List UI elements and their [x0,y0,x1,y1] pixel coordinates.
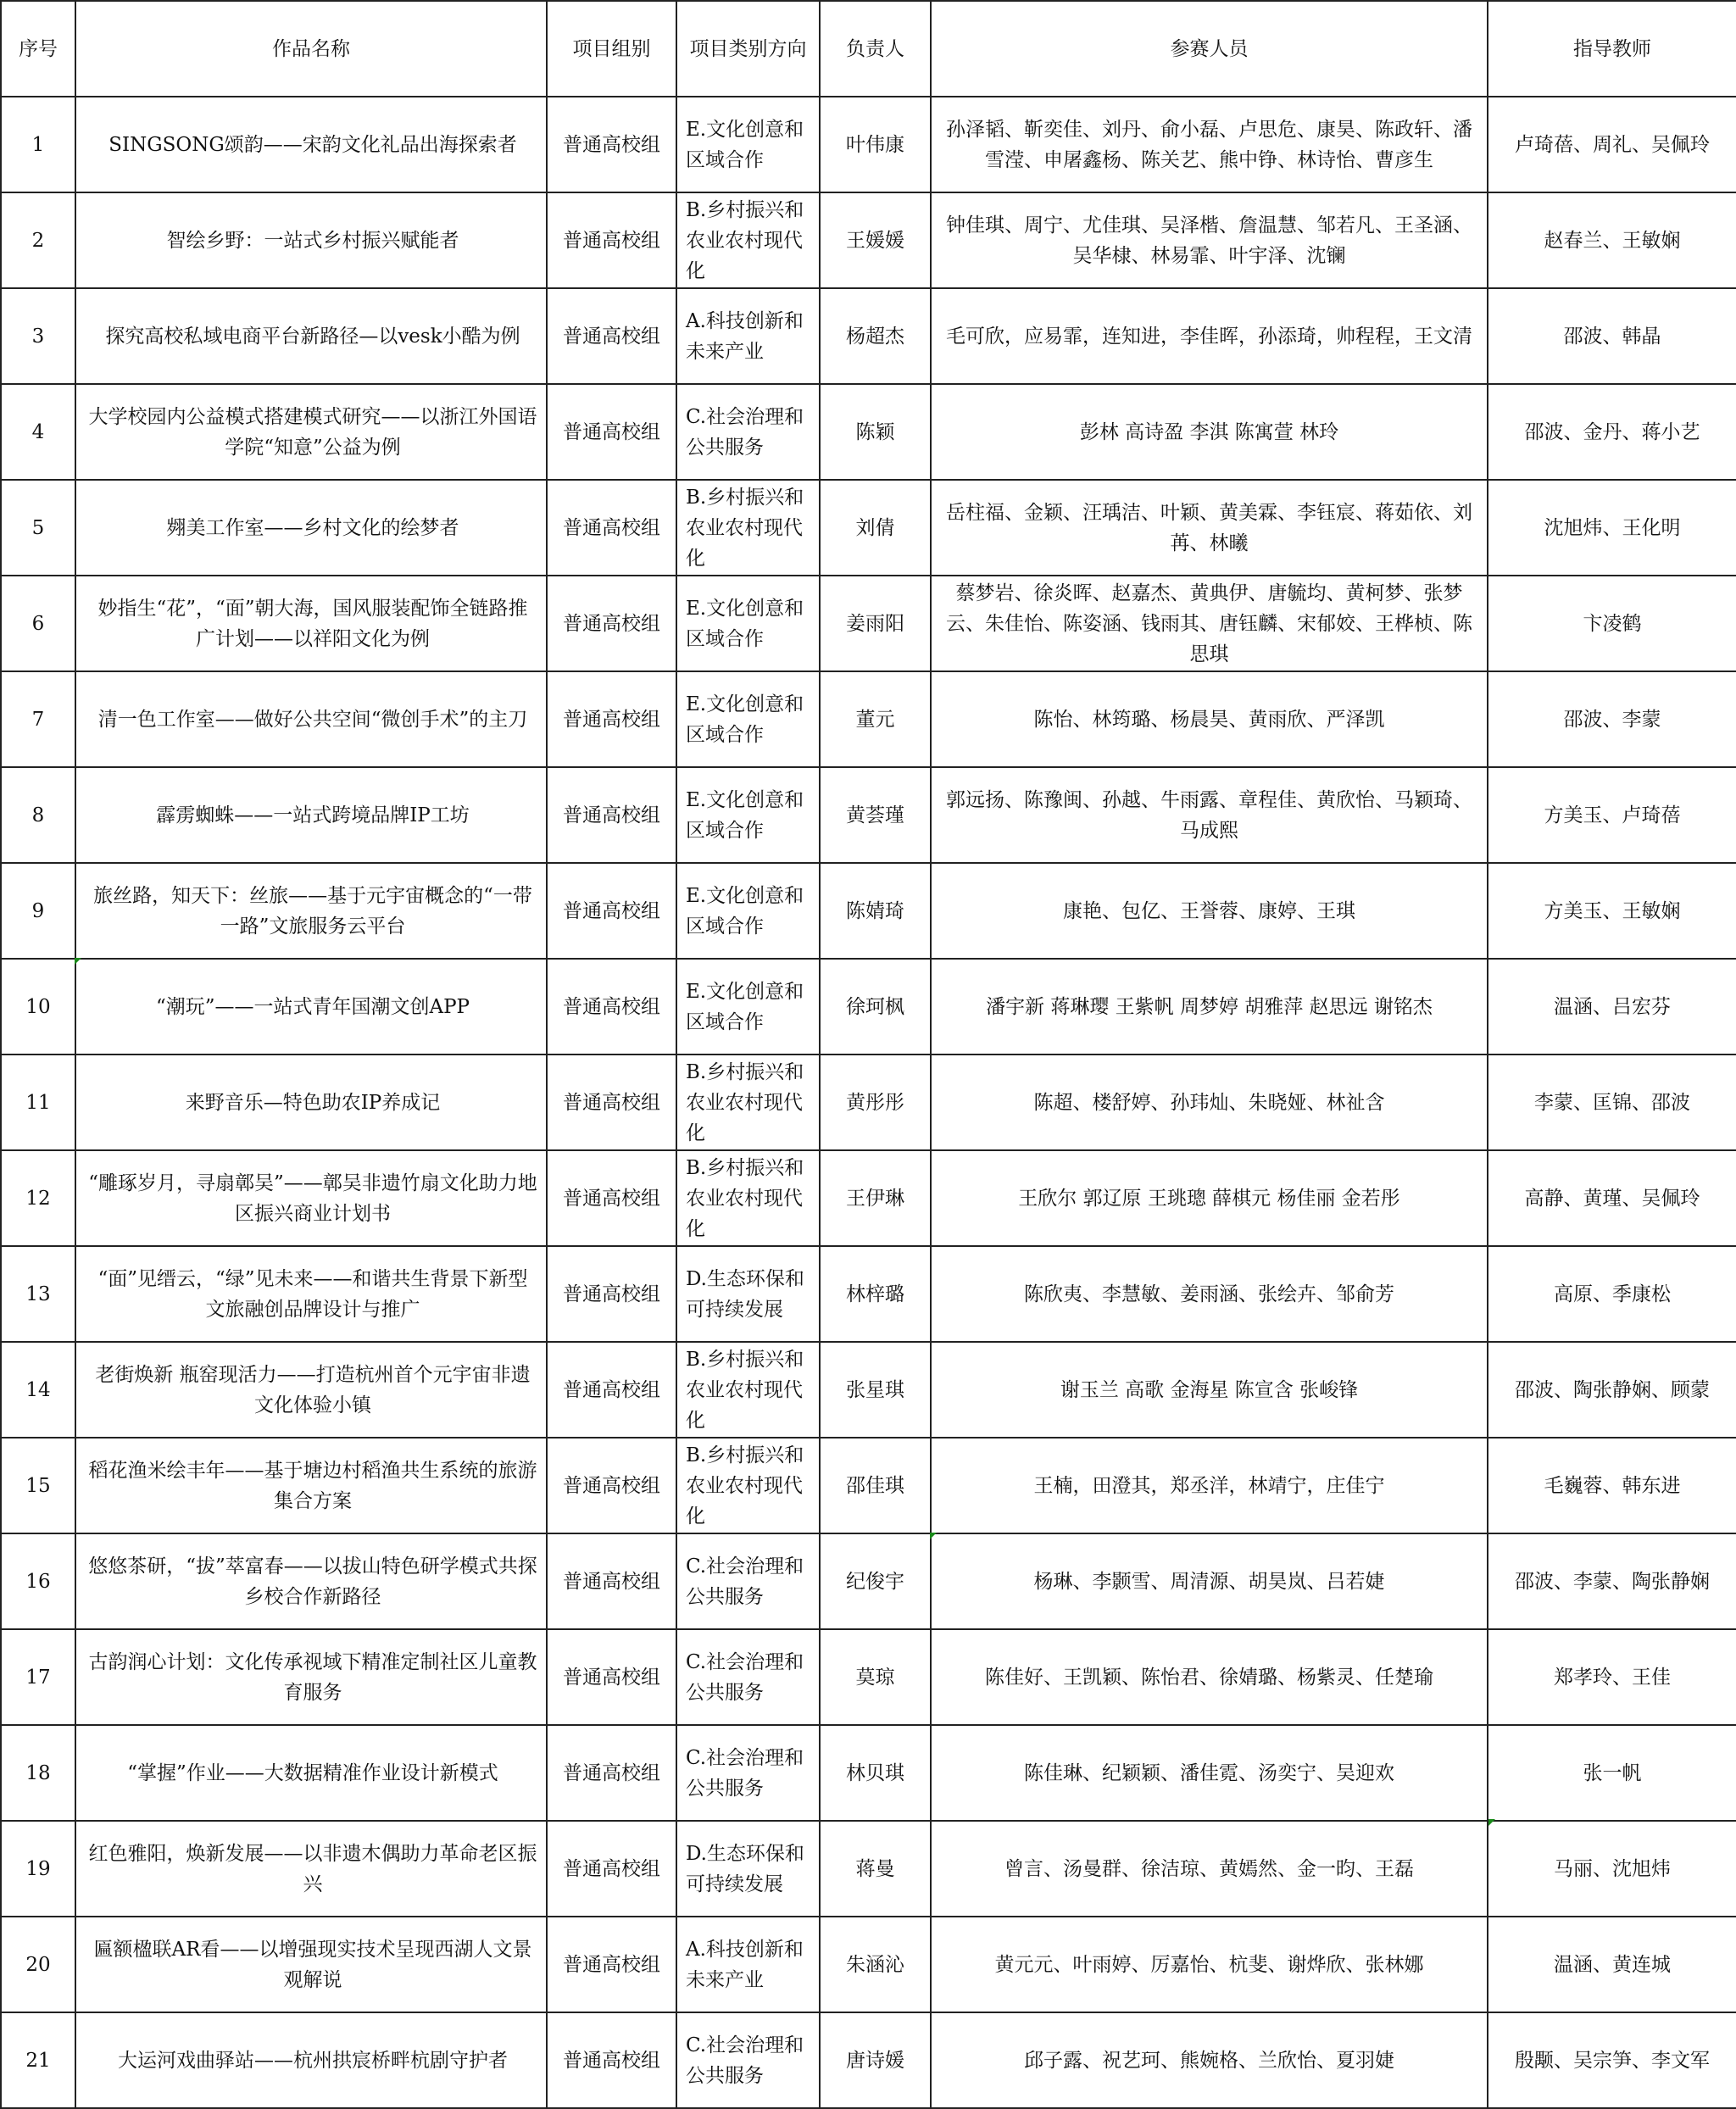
advisors: 高静、黄瑾、吴佩玲 [1488,1150,1736,1246]
project-title: 清一色工作室——做好公共空间“微创手术”的主刀 [75,671,547,767]
table-row [1,1246,1736,1342]
project-category: C.社会治理和公共服务 [676,1533,820,1629]
project-group: 普通高校组 [547,1917,676,2012]
team-members: 杨琳、李颢雪、周清源、胡昊岚、吕若婕 [931,1533,1488,1629]
team-members: 谢玉兰 高歌 金海星 陈宣含 张峻锋 [931,1342,1488,1438]
project-title: 妙指生“花”，“面”朝大海，国风服装配饰全链路推广计划——以祥阳文化为例 [75,576,547,671]
project-title: 大运河戏曲驿站——杭州拱宸桥畔杭剧守护者 [75,2012,547,2108]
project-category: E.文化创意和区域合作 [676,767,820,863]
table-row [1,288,1736,384]
row-number: 3 [1,288,75,384]
advisors: 邵波、金丹、蒋小艺 [1488,384,1736,480]
row-number: 13 [1,1246,75,1342]
table-row [1,1821,1736,1917]
header-title: 作品名称 [75,1,547,97]
project-group: 普通高校组 [547,1150,676,1246]
advisors: 李蒙、匡锦、邵波 [1488,1054,1736,1150]
header-teachers: 指导教师 [1488,1,1736,97]
row-number: 15 [1,1438,75,1533]
project-group: 普通高校组 [547,1054,676,1150]
project-group: 普通高校组 [547,671,676,767]
project-title: 悠悠茶研，“拔”萃富春——以拔山特色研学模式共探乡校合作新路径 [75,1533,547,1629]
row-number: 14 [1,1342,75,1438]
project-leader: 陈婧琦 [820,863,931,959]
project-group: 普通高校组 [547,1438,676,1533]
project-title: 智绘乡野：一站式乡村振兴赋能者 [75,192,547,288]
project-title: 大学校园内公益模式搭建模式研究——以浙江外国语学院“知意”公益为例 [75,384,547,480]
advisors: 方美玉、卢琦蓓 [1488,767,1736,863]
row-number: 18 [1,1725,75,1821]
row-number: 16 [1,1533,75,1629]
row-number: 7 [1,671,75,767]
project-title: 来野音乐—特色助农IP养成记 [75,1054,547,1150]
project-leader: 王媛媛 [820,192,931,288]
advisors: 邵波、李蒙 [1488,671,1736,767]
project-leader: 纪俊宇 [820,1533,931,1629]
header-row [1,1,1736,97]
advisors: 殷颙、吴宗笋、李文军 [1488,2012,1736,2108]
project-category: B.乡村振兴和农业农村现代化 [676,1150,820,1246]
team-members: 陈怡、林筠璐、杨晨昊、黄雨欣、严泽凯 [931,671,1488,767]
project-leader: 叶伟康 [820,97,931,192]
project-category: B.乡村振兴和农业农村现代化 [676,192,820,288]
row-number: 4 [1,384,75,480]
project-category: B.乡村振兴和农业农村现代化 [676,1438,820,1533]
project-title: 古韵润心计划：文化传承视域下精准定制社区儿童教育服务 [75,1629,547,1725]
project-category: C.社会治理和公共服务 [676,1629,820,1725]
project-group: 普通高校组 [547,2012,676,2108]
project-leader: 林梓璐 [820,1246,931,1342]
table-row [1,1150,1736,1246]
project-group: 普通高校组 [547,288,676,384]
team-members: 陈欣夷、李慧敏、姜雨涵、张绘卉、邹俞芳 [931,1246,1488,1342]
advisors: 张一帆 [1488,1725,1736,1821]
table-row [1,1054,1736,1150]
project-category: E.文化创意和区域合作 [676,959,820,1054]
table-row [1,480,1736,576]
project-leader: 莫琼 [820,1629,931,1725]
advisors: 赵春兰、王敏娴 [1488,192,1736,288]
advisors: 毛巍蓉、韩东进 [1488,1438,1736,1533]
advisors: 郑孝玲、王佳 [1488,1629,1736,1725]
project-group: 普通高校组 [547,576,676,671]
project-title: 稻花渔米绘丰年——基于塘边村稻渔共生系统的旅游集合方案 [75,1438,547,1533]
project-group: 普通高校组 [547,1725,676,1821]
table-row [1,97,1736,192]
team-members: 陈佳琳、纪颖颖、潘佳霓、汤奕宁、吴迎欢 [931,1725,1488,1821]
project-title: “掌握”作业——大数据精准作业设计新模式 [75,1725,547,1821]
project-category: C.社会治理和公共服务 [676,2012,820,2108]
table-row [1,192,1736,288]
team-members: 钟佳琪、周宁、尤佳琪、吴泽楷、詹温慧、邹若凡、王圣涵、吴华棣、林易霏、叶宇泽、沈镧 [931,192,1488,288]
team-members: 郭远扬、陈豫闽、孙越、牛雨露、章程佳、黄欣怡、马颖琦、马成熙 [931,767,1488,863]
team-members: 曾言、汤曼群、徐洁琼、黄嫣然、金一昀、王磊 [931,1821,1488,1917]
team-members: 毛可欣，应易霏，连知进，李佳晖，孙添琦，帅程程，王文清 [931,288,1488,384]
project-group: 普通高校组 [547,1629,676,1725]
project-category: A.科技创新和未来产业 [676,1917,820,2012]
team-members: 孙泽韬、靳奕佳、刘丹、俞小磊、卢思危、康昊、陈政轩、潘雪滢、申屠鑫杨、陈关艺、熊中铮、林诗怡、曹彦生 [931,97,1488,192]
project-leader: 刘倩 [820,480,931,576]
row-number: 5 [1,480,75,576]
team-members: 岳柱福、金颖、汪瑀洁、叶颖、黄美霖、李钰宸、蒋茹依、刘苒、林曦 [931,480,1488,576]
header-members: 参赛人员 [931,1,1488,97]
project-leader: 黄彤彤 [820,1054,931,1150]
table-row [1,1533,1736,1629]
header-group: 项目组别 [547,1,676,97]
project-group: 普通高校组 [547,959,676,1054]
row-number: 11 [1,1054,75,1150]
table-row [1,2012,1736,2108]
project-title: “面”见缙云，“绿”见未来——和谐共生背景下新型文旅融创品牌设计与推广 [75,1246,547,1342]
project-category: D.生态环保和可持续发展 [676,1821,820,1917]
table-row [1,1917,1736,2012]
table-row [1,863,1736,959]
comment-marker [75,958,81,965]
header-no: 序号 [1,1,75,97]
project-title: 老街焕新 瓶窑现活力——打造杭州首个元宇宙非遗文化体验小镇 [75,1342,547,1438]
project-category: B.乡村振兴和农业农村现代化 [676,1342,820,1438]
project-title: 旅丝路，知天下：丝旅——基于元宇宙概念的“一带一路”文旅服务云平台 [75,863,547,959]
team-members: 蔡梦岩、徐炎晖、赵嘉杰、黄典伊、唐毓均、黄柯梦、张梦云、朱佳怡、陈姿涵、钱雨其、唐钰麟、宋郁姣、王桦桢、陈思琪 [931,576,1488,671]
project-title: 翙美工作室——乡村文化的绘梦者 [75,480,547,576]
project-category: E.文化创意和区域合作 [676,671,820,767]
project-category: D.生态环保和可持续发展 [676,1246,820,1342]
project-category: A.科技创新和未来产业 [676,288,820,384]
table-row [1,1438,1736,1533]
project-group: 普通高校组 [547,384,676,480]
advisors: 方美玉、王敏娴 [1488,863,1736,959]
project-group: 普通高校组 [547,767,676,863]
team-members: 王楠，田澄其，郑丞洋，林靖宁，庄佳宁 [931,1438,1488,1533]
row-number: 9 [1,863,75,959]
project-category: C.社会治理和公共服务 [676,384,820,480]
project-group: 普通高校组 [547,480,676,576]
table-row [1,384,1736,480]
project-title: “雕琢岁月，寻扇鄣吴”——鄣吴非遗竹扇文化助力地区振兴商业计划书 [75,1150,547,1246]
project-category: E.文化创意和区域合作 [676,97,820,192]
project-category: C.社会治理和公共服务 [676,1725,820,1821]
table-row [1,1629,1736,1725]
project-group: 普通高校组 [547,1342,676,1438]
project-leader: 姜雨阳 [820,576,931,671]
project-group: 普通高校组 [547,863,676,959]
advisors: 卞凌鹤 [1488,576,1736,671]
row-number: 2 [1,192,75,288]
table-row [1,1725,1736,1821]
row-number: 10 [1,959,75,1054]
row-number: 8 [1,767,75,863]
project-title: 匾额楹联AR看——以增强现实技术呈现西湖人文景观解说 [75,1917,547,2012]
project-category: E.文化创意和区域合作 [676,863,820,959]
row-number: 20 [1,1917,75,2012]
row-number: 17 [1,1629,75,1725]
team-members: 陈佳好、王凯颖、陈怡君、徐婧璐、杨紫灵、任楚瑜 [931,1629,1488,1725]
project-leader: 陈颖 [820,384,931,480]
comment-marker [930,1533,937,1539]
project-leader: 朱涵沁 [820,1917,931,2012]
advisors: 温涵、黄连城 [1488,1917,1736,2012]
row-number: 1 [1,97,75,192]
project-leader: 林贝琪 [820,1725,931,1821]
project-leader: 邵佳琪 [820,1438,931,1533]
comment-marker [1488,1819,1495,1826]
team-members: 潘宇新 蒋琳璎 王紫帆 周梦婷 胡雅萍 赵思远 谢铭杰 [931,959,1488,1054]
project-title: “潮玩”——一站式青年国潮文创APP [75,959,547,1054]
team-members: 彭林 高诗盈 李淇 陈寓萱 林玲 [931,384,1488,480]
table-row [1,671,1736,767]
project-leader: 蒋曼 [820,1821,931,1917]
table-row [1,1342,1736,1438]
team-members: 邱子露、祝艺珂、熊婉格、兰欣怡、夏羽婕 [931,2012,1488,2108]
advisors: 邵波、韩晶 [1488,288,1736,384]
project-leader: 张星琪 [820,1342,931,1438]
team-members: 王欣尔 郭辽原 王珧璁 薛棋元 杨佳丽 金若彤 [931,1150,1488,1246]
team-members: 康艳、包亿、王誉蓉、康婷、王琪 [931,863,1488,959]
project-group: 普通高校组 [547,192,676,288]
header-leader: 负责人 [820,1,931,97]
table-row [1,767,1736,863]
team-members: 陈超、楼舒婷、孙玮灿、朱晓娅、林祉含 [931,1054,1488,1150]
project-title: 霹雳蜘蛛——一站式跨境品牌IP工坊 [75,767,547,863]
project-title: 探究高校私域电商平台新路径—以vesk小酷为例 [75,288,547,384]
project-category: E.文化创意和区域合作 [676,576,820,671]
project-title: 红色雅阳，焕新发展——以非遗木偶助力革命老区振兴 [75,1821,547,1917]
project-leader: 唐诗媛 [820,2012,931,2108]
row-number: 6 [1,576,75,671]
row-number: 21 [1,2012,75,2108]
project-leader: 黄荟瑾 [820,767,931,863]
advisors: 邵波、陶张静娴、顾蒙 [1488,1342,1736,1438]
project-leader: 王伊琳 [820,1150,931,1246]
advisors: 卢琦蓓、周礼、吴佩玲 [1488,97,1736,192]
advisors: 马丽、沈旭炜 [1488,1821,1736,1917]
table-row [1,576,1736,671]
table-row [1,959,1736,1054]
project-leader: 杨超杰 [820,288,931,384]
team-members: 黄元元、叶雨婷、厉嘉怡、杭斐、谢烨欣、张林娜 [931,1917,1488,2012]
project-group: 普通高校组 [547,1246,676,1342]
project-title: SINGSONG颂韵——宋韵文化礼品出海探索者 [75,97,547,192]
project-group: 普通高校组 [547,1821,676,1917]
header-category: 项目类别方向 [676,1,820,97]
advisors: 邵波、李蒙、陶张静娴 [1488,1533,1736,1629]
advisors: 高原、季康松 [1488,1246,1736,1342]
project-leader: 董元 [820,671,931,767]
row-number: 19 [1,1821,75,1917]
project-category: B.乡村振兴和农业农村现代化 [676,1054,820,1150]
project-group: 普通高校组 [547,97,676,192]
advisors: 温涵、吕宏芬 [1488,959,1736,1054]
project-category: B.乡村振兴和农业农村现代化 [676,480,820,576]
project-group: 普通高校组 [547,1533,676,1629]
row-number: 12 [1,1150,75,1246]
project-leader: 徐珂枫 [820,959,931,1054]
advisors: 沈旭炜、王化明 [1488,480,1736,576]
